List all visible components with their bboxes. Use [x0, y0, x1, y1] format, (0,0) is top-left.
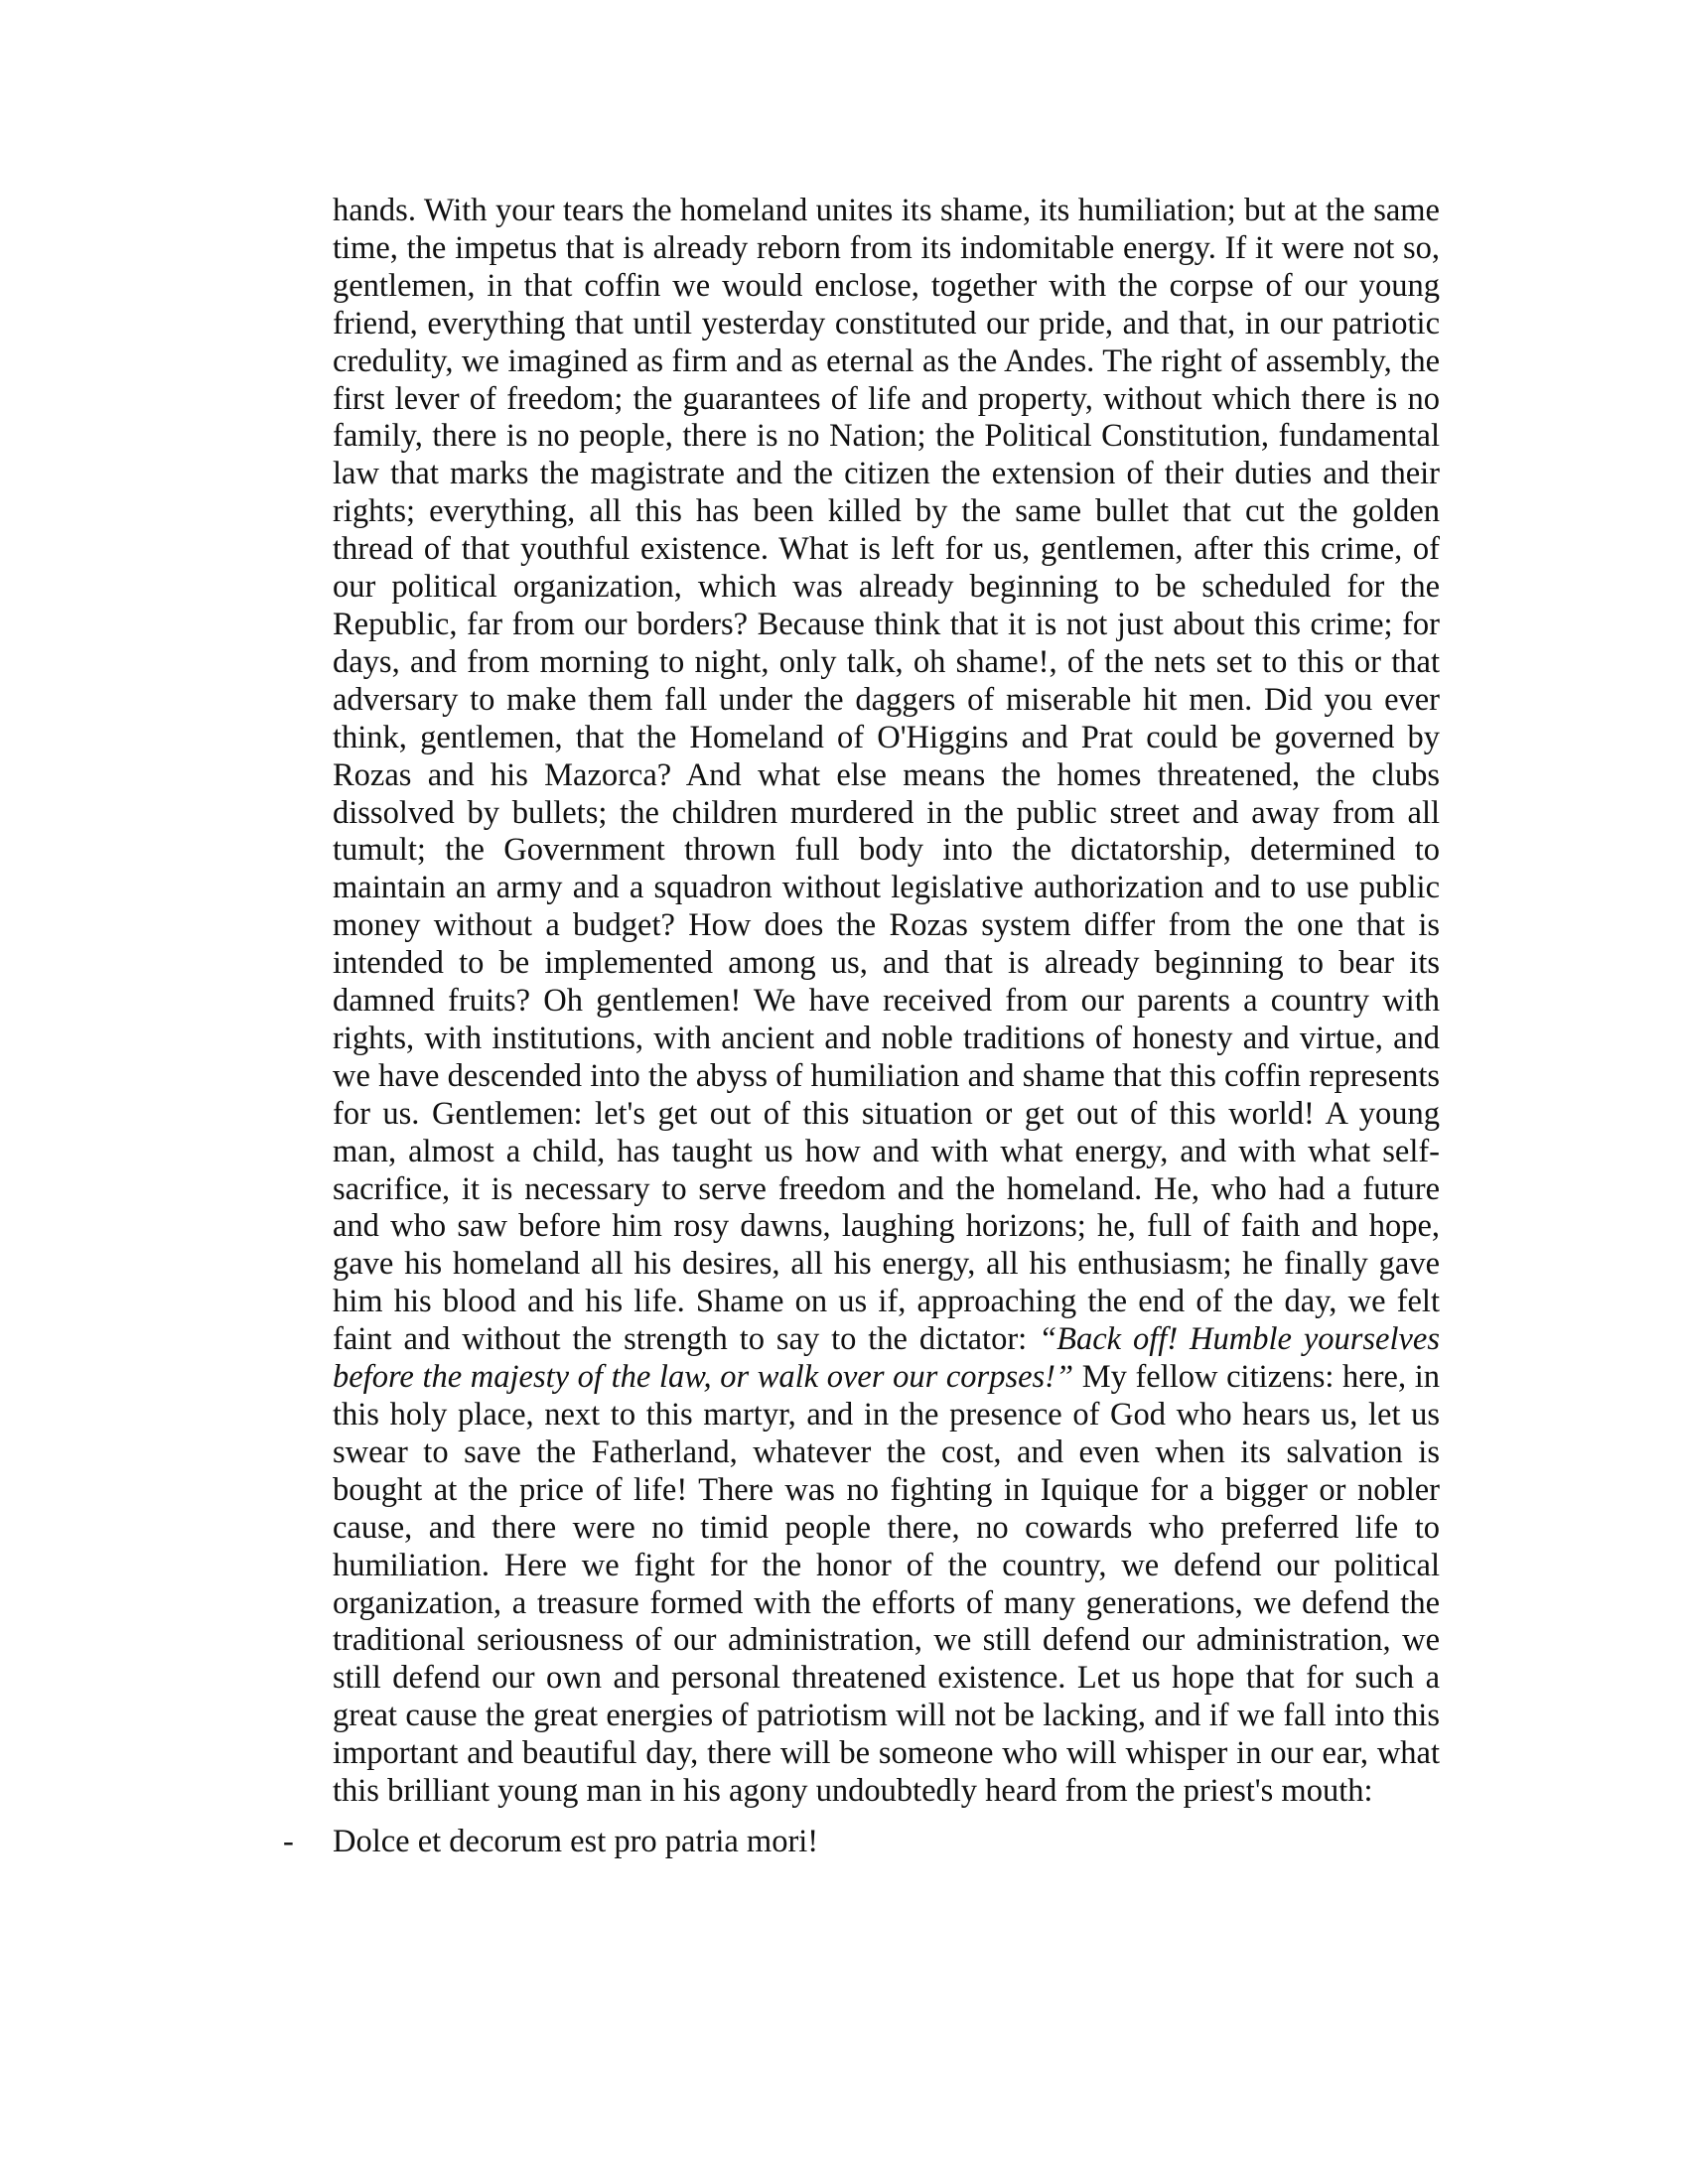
closing-latin-line: Dolce et decorum est pro patria mori! — [333, 1824, 819, 1859]
dictator-quote: “Back off! Humble yourselves before the majesty of the law, or walk over our corpses!” — [333, 1321, 1441, 1396]
closing-list-item — [0, 1824, 1688, 1863]
paragraph-text-before-quote: hands. With your tears the homeland unites its shame, its humiliation; but at the same time, the impetus that is already reborn from its indomitable energy. If it were not so, gentlemen, in that coffin we would enclose, together with the corpse of our young friend, everything that until yesterday constituted our pride, and that, in our patriotic credulity, we imagined as firm and as eternal as the Andes. The right of assembly, the first lever of freedom; the guarantees of life and property, without which there is no family, there is no people, there is no Nation; the Political Constitution, fundamental law that marks the magistrate and the citizen the extension of their duties and their rights; everything, all this has been killed by the same bullet that cut the golden thread of that youthful existence. What is left for us, gentlemen, after this crime, of our political organization, which was already beginning to be scheduled for the Republic, far from our borders? Because think that it is not just about this crime; for days, and from morning to night, only talk, oh shame!, of the nets set to this or that adversary to make them fall under the daggers of miserable hit men. Did you ever think, gentlemen, that the Homeland of O'Higgins and Prat could be governed by Rozas and his Mazorca? And what else means the homes threatened, the clubs dissolved by bullets; the children murdered in the public street and away from all tumult; the Government thrown full body into the dictatorship, determined to maintain an army and a squadron without legislative authorization and to use public money without a budget? How does the Rozas system differ from the one that is intended to be implemented among us, and that is already beginning to bear its damned fruits? Oh gentlemen! We have received from our parents a country with rights, with institutions, with ancient and noble traditions of honesty and virtue, and we have descended into the abyss of humiliation and shame that this coffin represents for us. Gentlemen: let's get out of this situation or get out of this world! A young man, almost a child, has taught us how and with what energy, and with what self-sacrifice, it is necessary to serve freedom and the homeland. He, who had a future and who saw before him rosy dawns, laughing horizons; he, full of faith and hope, gave his homeland all his desires, all his energy, all his enthusiasm; he finally gave him his blood and his life. Shame on us if, approaching the end of the day, we felt faint and without the strength to say to the dictator: — [333, 193, 1440, 1358]
list-dash-marker: - — [283, 1824, 294, 1859]
body-paragraph — [333, 193, 1440, 1811]
paragraph-text-after-quote: My fellow citizens: here, in this holy place, next to this martyr, and in the presence of God who hears us, let us swear to save the Fatherland, whatever the cost, and even when its salvation is bought at the price of life! There was no fighting in Iquique for a bigger or nobler cause, and there were no timid people there, no cowards who preferred life to humiliation. Here we fight for the honor of the country, we defend our political organization, a treasure formed with the efforts of many generations, we defend the traditional seriousness of our administration, we still defend our administration, we still defend our own and personal threatened existence. Let us hope that for such a great cause the great energies of patriotism will not be lacking, and if we fall into this important and beautiful day, there will be someone who will whisper in our ear, what this brilliant young man in his agony undoubtedly heard from the priest's mouth: — [333, 1359, 1440, 1810]
